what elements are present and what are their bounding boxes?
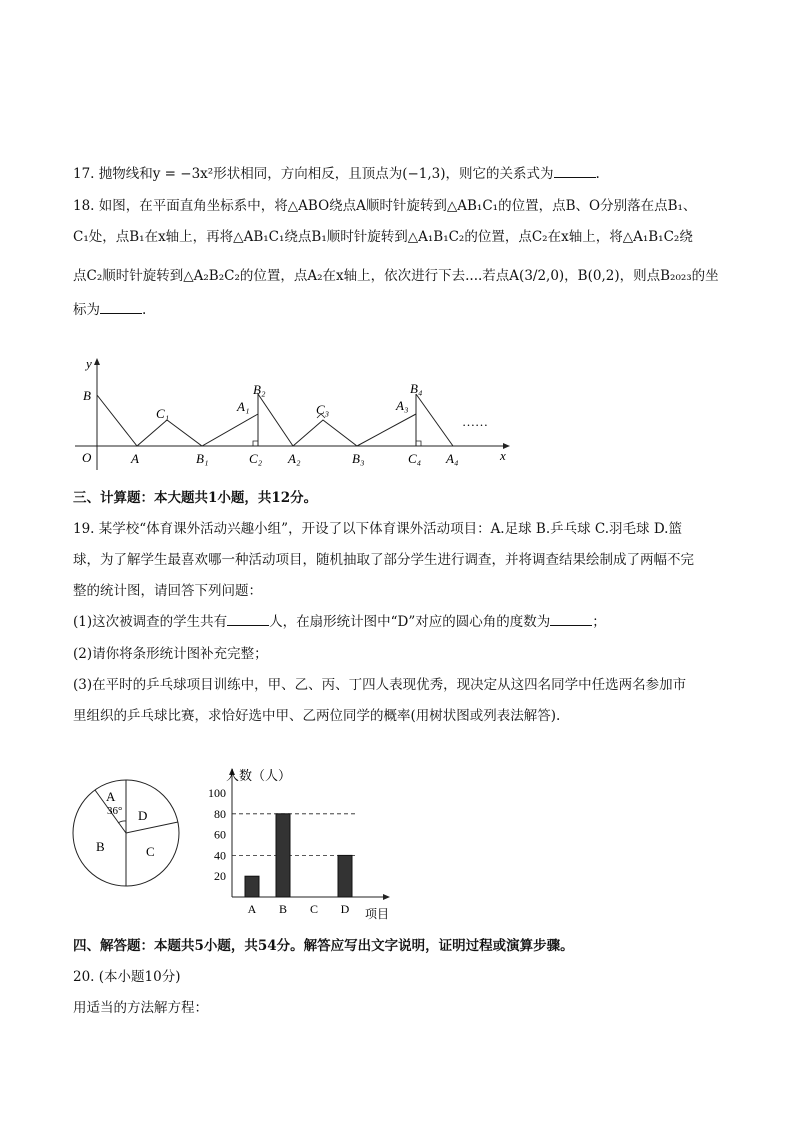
point-label-C1: C₁	[156, 406, 170, 421]
point-label-B: B	[83, 388, 91, 403]
section3-heading: 三、计算题：本大题共1小题，共12分。	[73, 490, 318, 506]
q17-line	[73, 165, 600, 183]
q18-line4	[73, 301, 146, 319]
bar-xlabel: 项目	[365, 907, 390, 921]
bar-D	[338, 855, 352, 897]
q20-text: 用适当的方法解方程：	[73, 1000, 208, 1016]
q17-blank[interactable]	[554, 165, 596, 178]
right-angle-c4	[416, 441, 421, 446]
fig-ellipsis: ……	[462, 414, 488, 429]
triangle-chain-1	[97, 395, 258, 446]
right-angle-c2	[253, 441, 258, 446]
triangle-chain-2	[258, 394, 293, 446]
point-label-C4: C₄	[408, 451, 422, 466]
point-label-A2: A₂	[288, 451, 301, 466]
pie-chart	[68, 775, 186, 893]
q19-line3: 整的统计图，请回答下列问题：	[73, 583, 262, 599]
x-tick-label-B: B	[278, 902, 288, 916]
bar-A	[245, 876, 259, 897]
y-tick-label: 20	[214, 869, 226, 884]
x-tick-label-A: A	[247, 902, 257, 916]
x-tick-label-C: C	[309, 902, 319, 916]
pie-label-A: A	[106, 789, 116, 804]
q19-part1	[73, 613, 606, 631]
x-axis-label: x	[500, 448, 506, 463]
point-label-A1: A₁	[237, 399, 250, 414]
q19-part3-line2: 里组织的乒乓球比赛，求恰好选中甲、乙两位同学的概率(用树状图或列表法解答).	[73, 708, 561, 724]
y-tick-label: 40	[214, 848, 226, 863]
q17-end: .	[595, 166, 600, 182]
q17-text: 17. 抛物线和y = −3x²形状相同，方向相反，且顶点为(−1,3)，则它的关系式为	[73, 166, 554, 182]
triangle-chain-4	[416, 394, 453, 446]
q19-line1: 19. 某学校“体育课外活动兴趣小组”，开设了以下体育课外活动项目：A.足球 B.乒乓球 C.羽毛球 D.篮	[73, 521, 682, 537]
y-tick-label: 80	[214, 806, 226, 821]
bar-x-arrow	[383, 894, 390, 900]
x-tick-label-D: D	[340, 902, 350, 916]
point-label-B3: B₃	[352, 451, 365, 466]
origin-label: O	[82, 450, 92, 465]
q18-blank[interactable]	[100, 301, 142, 314]
point-label-A: A	[131, 451, 139, 466]
q18-line4-end: .	[142, 302, 147, 318]
y-tick-label: 60	[214, 827, 226, 842]
q18-line4-text: 标为	[73, 302, 100, 318]
bar-B	[276, 814, 290, 897]
q19-part1-c: ；	[592, 614, 606, 630]
q19-part1-b: 人，在扇形统计图中“D”对应的圆心角的度数为	[269, 614, 551, 630]
bar-ylabel: 人数（人）	[226, 768, 292, 783]
pie-label-D: D	[138, 808, 148, 823]
q19-part1-a: (1)这次被调查的学生共有	[73, 614, 228, 630]
point-label-C2: C₂	[249, 451, 263, 466]
q18-figure	[70, 350, 520, 475]
q18-line2: C₁处，点B₁在x轴上，再将△AB₁C₁绕点B₁顺时针旋转到△A₁B₁C₂的位置，点C₂在x轴上，将△A₁B₁C₂绕	[73, 229, 693, 245]
q19-part2: (2)请你将条形统计图补充完整；	[73, 646, 268, 662]
bar-chart	[195, 762, 405, 922]
q19-blank-total[interactable]	[227, 613, 269, 626]
triangle-chain-3	[293, 414, 416, 446]
pie-angle-label: 36°	[107, 805, 123, 817]
y-axis-arrow	[94, 358, 100, 365]
y-axis-label: y	[86, 356, 92, 371]
point-label-B1: B₁	[196, 451, 209, 466]
point-label-C3: C₃	[316, 402, 330, 417]
point-label-A4: A₄	[446, 451, 459, 466]
q19-line2: 球，为了解学生最喜欢哪一种活动项目，随机抽取了部分学生进行调查，并将调查结果绘制成了两幅不完	[73, 552, 694, 568]
y-tick-label: 100	[208, 786, 226, 800]
q18-line3: 点C₂顺时针旋转到△A₂B₂C₂的位置，点A₂在x轴上，依次进行下去....若点A(3/2,0)，B(0,2)，则点B₂₀₂₃的坐	[73, 268, 719, 284]
point-label-B2: B₂	[253, 382, 266, 397]
q18-line1: 18. 如图，在平面直角坐标系中，将△ABO绕点A顺时针旋转到△AB₁C₁的位置，点B、O分别落在点B₁、	[73, 198, 697, 214]
point-label-B4: B₄	[410, 381, 423, 396]
q20-title: 20. (本小题10分)	[73, 969, 181, 985]
pie-label-C: C	[146, 844, 155, 859]
point-label-A3: A₃	[396, 398, 409, 413]
q19-part3-line1: (3)在平时的乒乓球项目训练中，甲、乙、丙、丁四人表现优秀，现决定从这四名同学中任选两名参加市	[73, 677, 687, 693]
pie-label-B: B	[96, 839, 105, 854]
section4-heading: 四、解答题：本题共5小题，共54分。解答应写出文字说明，证明过程或演算步骤。	[73, 938, 574, 954]
q19-blank-angle[interactable]	[550, 613, 592, 626]
